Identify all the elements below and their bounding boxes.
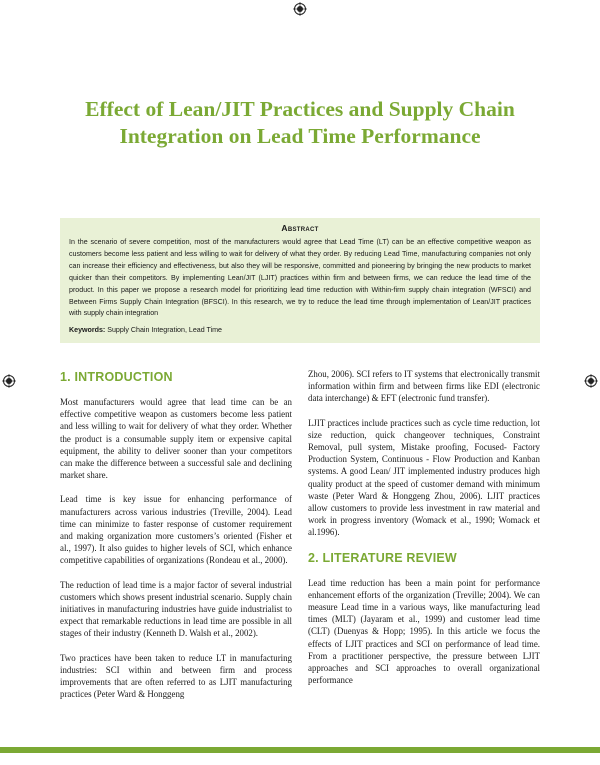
literature-paragraph-1: Lead time reduction has been a main point for performance enhancement efforts of the organization (Treville; 2004). We can measure Lead time in a various ways, like manufacturing lead times (MLT) (Jayaram et al., 1999) and customer lead time (CLT) (Duenyas & Hopp; 1995). In this article we focus the effects of LJIT practices and SCI on performance of lead time. From a practitioner perspective, the pressure between LJIT approaches and SCI approaches to overall organizational performance xyxy=(308,577,540,686)
registration-mark-top-icon xyxy=(293,2,307,16)
footer-accent-bar xyxy=(0,747,600,753)
registration-mark-right-icon xyxy=(584,374,598,388)
introduction-heading: 1. INTRODUCTION xyxy=(60,370,173,384)
keywords xyxy=(69,326,531,334)
literature-review-heading: 2. LITERATURE REVIEW xyxy=(308,550,457,565)
right-paragraph-1: Zhou, 2006). SCI refers to IT systems that electronically transmit information within firm and between firms like EDI (electronic data interchange) & EFT (electronic fund transfer). xyxy=(308,369,540,404)
intro-paragraph-2: Lead time is key issue for enhancing performance of manufacturers across various industries (Treville, 2004). Lead time can minimize to faster response of customer requirement and making organization more customers’s oriented (Fisher et al., 1997). It also guides to higher levels of SCI, which enhance competitive capabilities of organizations (Rondeau et al., 2000). xyxy=(60,494,292,566)
keywords-label: Keywords: xyxy=(69,326,106,335)
intro-paragraph-4: Two practices have been taken to reduce LT in manufacturing industries: SCI within and between firm and process improvements that are often referred to as LJIT manufacturing practices (Peter Ward & Honggeng xyxy=(60,652,292,700)
right-column xyxy=(308,368,540,698)
abstract-box xyxy=(60,218,540,343)
registration-mark-left-icon xyxy=(2,374,16,388)
keywords-value: Supply Chain Integration, Lead Time xyxy=(107,326,223,335)
abstract-heading: Abstract xyxy=(281,223,319,233)
abstract-text: In the scenario of severe competition, most of the manufacturers would agree that Lead Time (LT) can be an effective competitive weapon as customers become less patient and less willing to wait for delivery of what they order. By reducing Lead Time, manufacturing companies not only can increase their efficiency and effectiveness, but also they will be responsive, committed and pioneering by bringing the new products to market quicker than their competitors. By implementing Lean/JIT (LJIT) practices within firm and between firms, we can reduce the lead time of the product. In this paper we propose a research model for prioritizing lead time reduction with Within-firm supply chain integration (WFSCI) and Between Firms Supply Chain Integration (BFSCI). In this research, we try to reduce the lead time through implementation of Lean/JIT practices with supply chain integration xyxy=(69,238,531,318)
left-column xyxy=(60,368,292,712)
paper-title: Effect of Lean/JIT Practices and Supply Chain Integration on Lead Time Performance xyxy=(85,97,515,148)
right-paragraph-2: LJIT practices include practices such as cycle time reduction, lot size reduction, quick changeover techniques, Constraint Removal, pull system, Mistake proofing, Focused- Factory Production System, Continuous - Flow Production and Kanban systems. A good Lean/ JIT implemented industry produces high quality product at the speed of customer demand with minimum waste (Peter Ward & Honggeng Zhou, 2006). LJIT practices allow customers to provide less investment in raw material and work in progress inventory (Womack et al., 1990; Womack et al.1996). xyxy=(308,417,540,538)
intro-paragraph-1: Most manufacturers would agree that lead time can be an effective competitive weapon as customers become less patient and less willing to wait for delivery of what they order. Whether the product is a consumable supply item or expensive capital equipment, the ability to deliver sooner than your competitors can make the difference between a successful sale and declining market share. xyxy=(60,397,292,481)
intro-paragraph-3: The reduction of lead time is a major factor of several industrial customers which shows present industrial scenario. Supply chain initiatives in manufacturing industries have guide industrialist to expect that remarkable reductions in lead time are possible in all stages of their industry (Kenneth D. Walsh et al., 2002). xyxy=(60,579,292,639)
